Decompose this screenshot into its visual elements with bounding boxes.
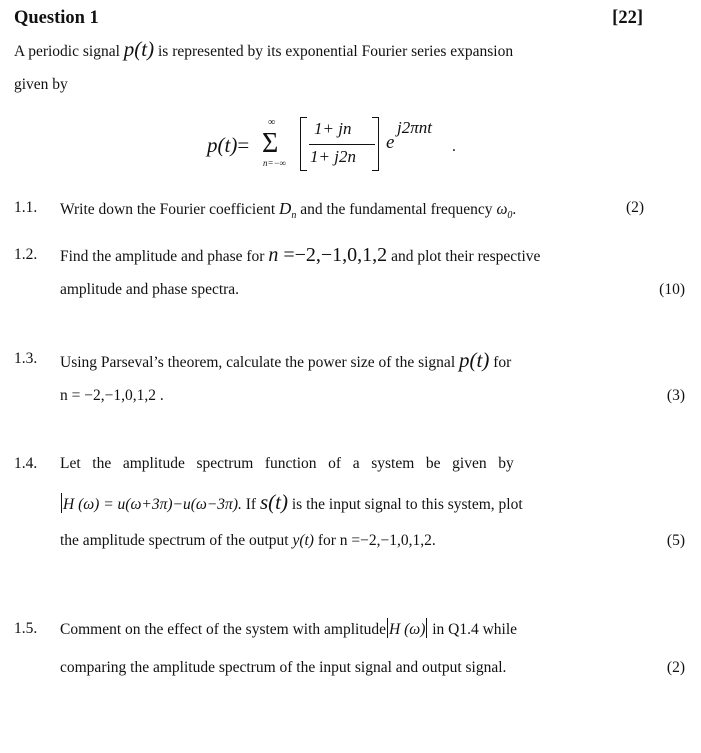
exp-power: j2πnt — [397, 118, 432, 137]
symbol-s-t: s(t) — [259, 490, 288, 514]
left-bracket — [300, 117, 307, 171]
question-number-1-2: 1.2. — [14, 246, 38, 263]
n-values-1-2: n =−2,−1,0,1,2 — [268, 244, 388, 266]
marks-1-3: (3) — [666, 387, 685, 404]
symbol-omega0: $\omega_0$ — [496, 201, 513, 221]
question-number-1-5: 1.5. — [14, 620, 38, 637]
question-1-4-line-1: Let the amplitude spectrum function of a system be given by — [60, 455, 514, 472]
intro-symbol-p: p(t) — [123, 37, 155, 61]
n-values-1-4: n =−2,−1,0,1,2. — [339, 532, 436, 549]
intro-text-b: is represented by its exponential Fourier series expansion — [158, 43, 514, 60]
exp-base: e — [386, 132, 395, 153]
question-1-5-line-1: Comment on the effect of the system with amplitude H (ω) in Q1.4 while — [60, 618, 517, 639]
intro-text-a: A periodic signal — [14, 43, 120, 60]
fraction-numerator: 1+ jn — [314, 119, 352, 138]
question-title: Question 1 — [14, 8, 99, 28]
symbol-H-omega: H (ω) — [386, 621, 428, 638]
question-number-1-3: 1.3. — [14, 350, 38, 367]
fraction-line — [309, 144, 375, 145]
question-1-3-line-2: n = −2,−1,0,1,2 . — [60, 387, 164, 404]
intro-line-2: given by — [14, 76, 68, 93]
question-1-4-line-2: H (ω) = u(ω+3π)−u(ω−3π). If s(t) is the input signal to this system, plot — [60, 490, 523, 515]
question-number-1-1: 1.1. — [14, 199, 38, 216]
question-1-2-line-2: amplitude and phase spectra. — [60, 281, 240, 298]
fraction-denominator: 1+ j2n — [310, 147, 356, 166]
marks-1-1: (2) — [626, 199, 645, 216]
symbol-Dn: $D_n$ — [279, 199, 297, 221]
sum-symbol: Σ — [262, 128, 279, 159]
total-marks: [22] — [612, 8, 643, 28]
sum-lower-limit: n=−∞ — [263, 158, 287, 168]
symbol-y-t: y(t) — [292, 532, 314, 549]
equation-end: . — [452, 138, 456, 155]
question-1-5-line-2: comparing the amplitude spectrum of the input signal and output signal. — [60, 659, 507, 676]
symbol-p-t-1-3: p(t) — [459, 348, 490, 372]
question-number-1-4: 1.4. — [14, 455, 38, 472]
marks-1-2: (10) — [659, 281, 685, 298]
amplitude-spectrum-equation: H (ω) = u(ω+3π)−u(ω−3π). — [60, 496, 242, 513]
equation-lhs: p(t)= — [207, 133, 250, 157]
question-1-2-line-1: Find the amplitude and phase for n =−2,−1,0,1,2 and plot their respective — [60, 244, 541, 266]
question-1-1-text: Write down the Fourier coefficient $D_n$ and the fundamental frequency $\omega_0$. — [60, 199, 517, 221]
intro-line-1 — [14, 37, 513, 62]
marks-1-5: (2) — [666, 659, 685, 676]
right-bracket — [372, 117, 379, 171]
marks-1-4: (5) — [666, 532, 685, 549]
question-1-4-line-3: the amplitude spectrum of the output y(t) for n =−2,−1,0,1,2. — [60, 532, 436, 549]
sum-upper-limit: ∞ — [268, 117, 276, 128]
question-1-3-line-1: Using Parseval’s theorem, calculate the power size of the signal p(t) for — [60, 348, 512, 372]
